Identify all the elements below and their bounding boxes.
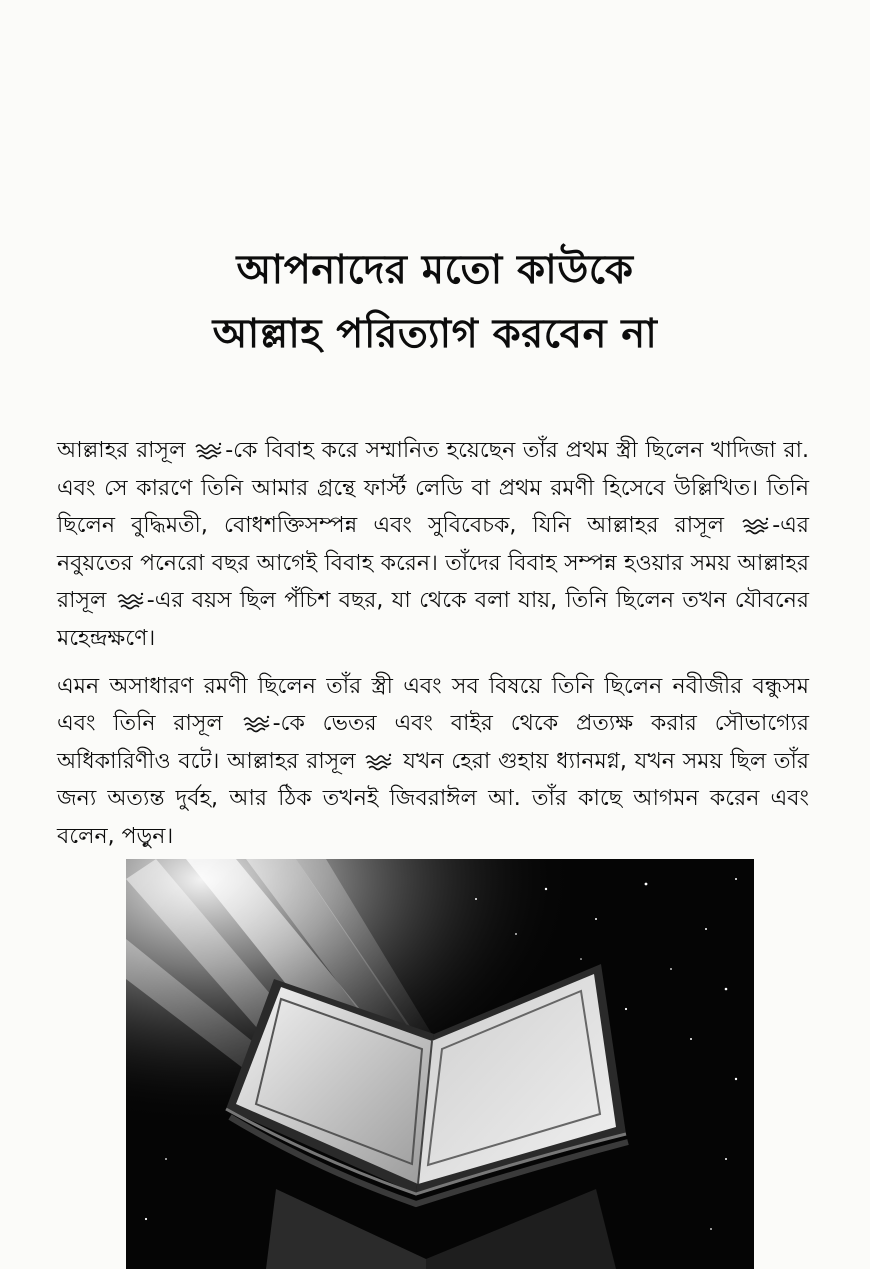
chapter-title-line-2: আল্লাহ পরিত্যাগ করবেন না: [212, 311, 658, 357]
paragraph-text: -এর নবুয়তের পনেরো বছর আগেই বিবাহ করেন। তাঁদের বিবাহ সম্পন্ন হওয়ার সময় আল্লাহর রাসূল: [57, 513, 809, 614]
salawat-calligraphy-icon: [741, 516, 771, 536]
paragraph-text: -কে ভেতর এবং বাইর থেকে প্রত্যক্ষ করার সৌভাগ্যের অধিকারিণীও বটে। আল্লাহর রাসূল: [57, 711, 809, 774]
salawat-calligraphy-icon: [116, 591, 146, 611]
salawat-calligraphy-icon: [364, 752, 394, 772]
paragraph-text: আল্লাহর রাসূল: [57, 438, 194, 463]
paragraph-text: -কে বিবাহ করে সম্মানিত হয়েছেন তাঁর প্রথম স্ত্রী ছিলেন খাদিজা রা. এবং সে কারণে তিনি আমার গ্রন্থে ফার্স্ট লেডি বা প্রথম রমণী হিসেবে উল্লিখিত। তিনি ছিলেন বুদ্ধিমতী, বোধশক্তিসম্পন্ন এবং সুবিবেচক, যিনি আল্লাহর রাসূল: [57, 438, 809, 539]
paragraph-2: [57, 668, 809, 856]
body-text: [57, 432, 809, 856]
paragraph-1: [57, 432, 809, 658]
chapter-title: [60, 238, 810, 366]
open-book-illustration: [126, 859, 754, 1269]
chapter-title-line-1: আপনাদের মতো কাউকে: [236, 247, 634, 293]
salawat-calligraphy-icon: [194, 441, 224, 461]
open-book-image: [126, 859, 754, 1269]
paragraph-text: যখন হেরা গুহায় ধ্যানমগ্ন, যখন সময় ছিল তাঁর জন্য অত্যন্ত দুর্বহ, আর ঠিক তখনই জিবরাঈল আ. তাঁর কাছে আগমন করেন এবং বলেন, পড়ুন।: [57, 748, 809, 849]
salawat-calligraphy-icon: [242, 714, 272, 734]
paragraph-text: -এর বয়স ছিল পঁচিশ বছর, যা থেকে বলা যায়, তিনি ছিলেন তখন যৌবনের মহেন্দ্রক্ষণে।: [57, 588, 810, 651]
paragraph-text: এমন অসাধারণ রমণী ছিলেন তাঁর স্ত্রী এবং সব বিষয়ে তিনি ছিলেন নবীজীর বন্ধুসম এবং তিনি রাসূল: [57, 673, 809, 737]
